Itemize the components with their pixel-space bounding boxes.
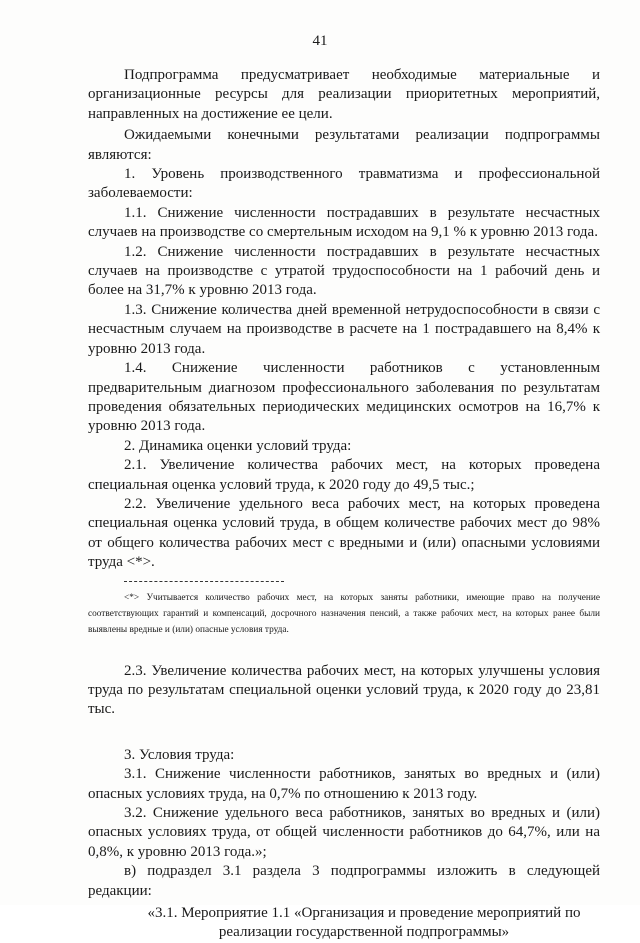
page-number: 41 [312, 33, 328, 49]
document-body [88, 66, 600, 943]
item-1-2: 1.2. Снижение численности пострадавших в результате несчастных случаев на производстве с утратой трудоспособности на 1 рабочий день и более на 31,7% к уровню 2013 года. [88, 243, 600, 299]
item-1-1: 1.1. Снижение численности пострадавших в результате несчастных случаев на производстве со смертельным исходом на 9,1 % к уровню 2013 года. [88, 204, 600, 241]
section-heading-line-1: «3.1. Мероприятие 1.1 «Организация и проведение мероприятий по [147, 905, 581, 922]
blank-spacer [88, 720, 600, 746]
item-2-2: 2.2. Увеличение удельного веса рабочих мест, на которых проведена специальная оценка условий труда, в общем количестве рабочих мест до 98% от общего количества рабочих мест с вредными и (или) опасными условиями труда <*>. [88, 495, 600, 571]
item-2: 2. Динамика оценки условий труда: [124, 437, 352, 454]
footnote-separator [124, 581, 284, 582]
paragraph-intro: Подпрограмма предусматривает необходимые материальные и организационные ресурсы для реализации приоритетных мероприятий, направленных на достижение ее цели. [88, 67, 600, 122]
item-3-1: 3.1. Снижение численности работников, занятых во вредных и (или) опасных условиях труда, на 0,7% по отношению к 2013 году. [88, 766, 600, 802]
item-1-3: 1.3. Снижение количества дней временной нетрудоспособности в связи с несчастным случаем на производстве в расчете на 1 пострадавшего на 8,4% к уровню 2013 года. [88, 301, 600, 357]
section-heading-line-2: реализации государственной подпрограммы» [218, 924, 510, 941]
item-1-4: 1.4. Снижение численности работников с установленным предварительным диагнозом профессионального заболевания по результатам проведения обязательных периодических медицинских осмотров на 16,7% к уровню 2013 года. [88, 360, 600, 435]
item-3-2: 3.2. Снижение удельного веса работников, занятых во вредных и (или) опасных условиях труда, от общей численности работников до 64,7%, или на 0,8%, к уровню 2013 года.»; [88, 805, 600, 860]
item-v: в) подраздел 3.1 раздела 3 подпрограммы изложить в следующей редакции: [88, 863, 600, 899]
footnote: <*> Учитывается количество рабочих мест, на которых заняты работники, имеющие право на получение соответствующих гарантий и компенсаций, досрочного назначения пенсий, а также рабочих мест, на которых ранее были выявлены вредные и (или) опасные условия труда. [88, 592, 600, 635]
item-3: 3. Условия труда: [124, 746, 235, 763]
item-2-1: 2.1. Увеличение количества рабочих мест, на которых проведена специальная оценка условий труда, к 2020 году до 49,5 тыс.; [88, 457, 600, 493]
paragraph-expected-results: Ожидаемыми конечными результатами реализации подпрограммы являются: [88, 127, 600, 163]
item-1: 1. Уровень производственного травматизма и профессиональной заболеваемости: [88, 166, 600, 202]
section-heading [88, 904, 600, 943]
item-2-3: 2.3. Увеличение количества рабочих мест, на которых улучшены условия труда по результатам специальной оценки условий труда, к 2020 году до 23,81 тыс. [88, 662, 600, 718]
